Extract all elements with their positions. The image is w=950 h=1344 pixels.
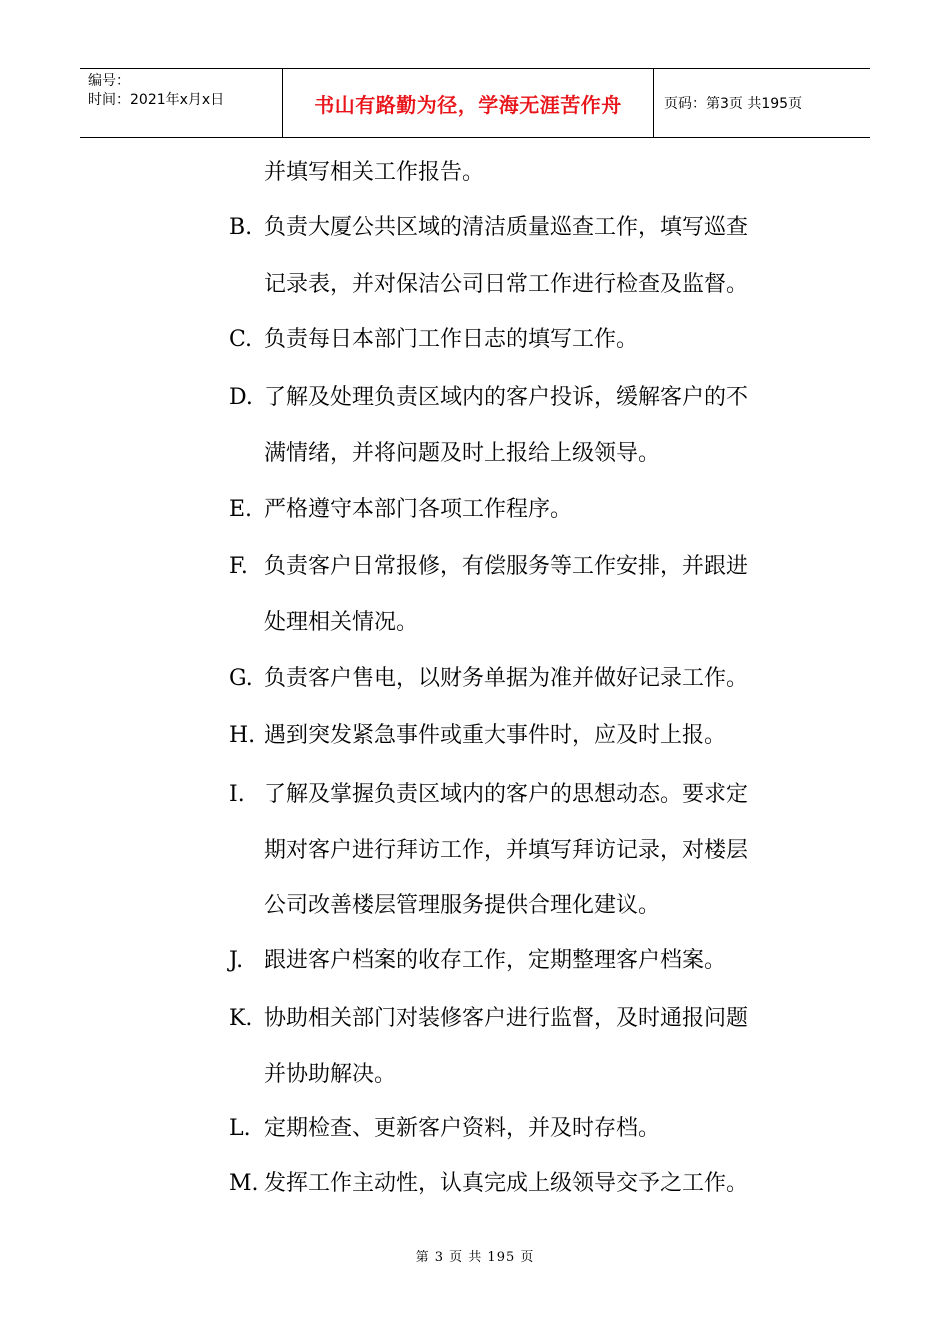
continuation-line: 并填写相关工作报告。 — [264, 160, 485, 185]
header-motto: 书山有路勤为径，学海无涯苦作舟 — [314, 92, 622, 117]
list-item-line: 公司改善楼层管理服务提供合理化建议。 — [264, 893, 661, 918]
list-item-label: B. — [229, 215, 253, 240]
list-item-line: 遇到突发紧急事件或重大事件时，应及时上报。 — [264, 723, 727, 748]
list-item-label: F. — [229, 554, 248, 579]
header-motto-cell — [282, 69, 654, 137]
list-item-line: 了解及处理负责区域内的客户投诉，缓解客户的不 — [264, 385, 749, 410]
list-item-line: 期对客户进行拜访工作，并填写拜访记录，对楼层 — [264, 838, 749, 863]
list-item-label: H. — [229, 723, 256, 748]
list-item-line: 负责客户售电，以财务单据为准并做好记录工作。 — [264, 666, 749, 691]
list-item-label: K. — [229, 1006, 253, 1031]
list-item-line: 严格遵守本部门各项工作程序。 — [264, 497, 573, 522]
list-item-label: G. — [229, 666, 253, 691]
list-item-line: 定期检查、更新客户资料，并及时存档。 — [264, 1116, 661, 1141]
list-item-line: 记录表，并对保洁公司日常工作进行检查及监督。 — [264, 272, 749, 297]
document-header — [80, 68, 870, 138]
header-page-cell — [654, 69, 870, 137]
header-page-info: 页码：第3页 共195页 — [664, 96, 803, 112]
document-date-label: 时间：2021年x月x日 — [88, 92, 225, 108]
list-item-line: 负责客户日常报修，有偿服务等工作安排，并跟进 — [264, 554, 749, 579]
list-item-label: J. — [229, 948, 244, 973]
list-item-line: 发挥工作主动性，认真完成上级领导交予之工作。 — [264, 1171, 749, 1196]
list-item-line: 跟进客户档案的收存工作，定期整理客户档案。 — [264, 948, 727, 973]
header-meta-cell — [80, 69, 282, 137]
list-item-label: E. — [229, 497, 253, 522]
list-item-label: M. — [229, 1171, 259, 1196]
list-item-line: 处理相关情况。 — [264, 610, 419, 635]
list-item-label: C. — [229, 327, 253, 352]
page-footer: 第 3 页 共 195 页 — [415, 1250, 535, 1265]
list-item-line: 满情绪，并将问题及时上报给上级领导。 — [264, 441, 661, 466]
list-item-label: D. — [229, 385, 253, 410]
list-item-label: I. — [229, 782, 245, 807]
list-item-line: 协助相关部门对装修客户进行监督，及时通报问题 — [264, 1006, 749, 1031]
list-item-line: 了解及掌握负责区域内的客户的思想动态。要求定 — [264, 782, 749, 807]
document-number-label: 编号： — [88, 73, 130, 89]
list-item-line: 并协助解决。 — [264, 1062, 397, 1087]
list-item-line: 负责大厦公共区域的清洁质量巡查工作，填写巡查 — [264, 215, 749, 240]
list-item-label: L. — [229, 1116, 251, 1141]
list-item-line: 负责每日本部门工作日志的填写工作。 — [264, 327, 639, 352]
